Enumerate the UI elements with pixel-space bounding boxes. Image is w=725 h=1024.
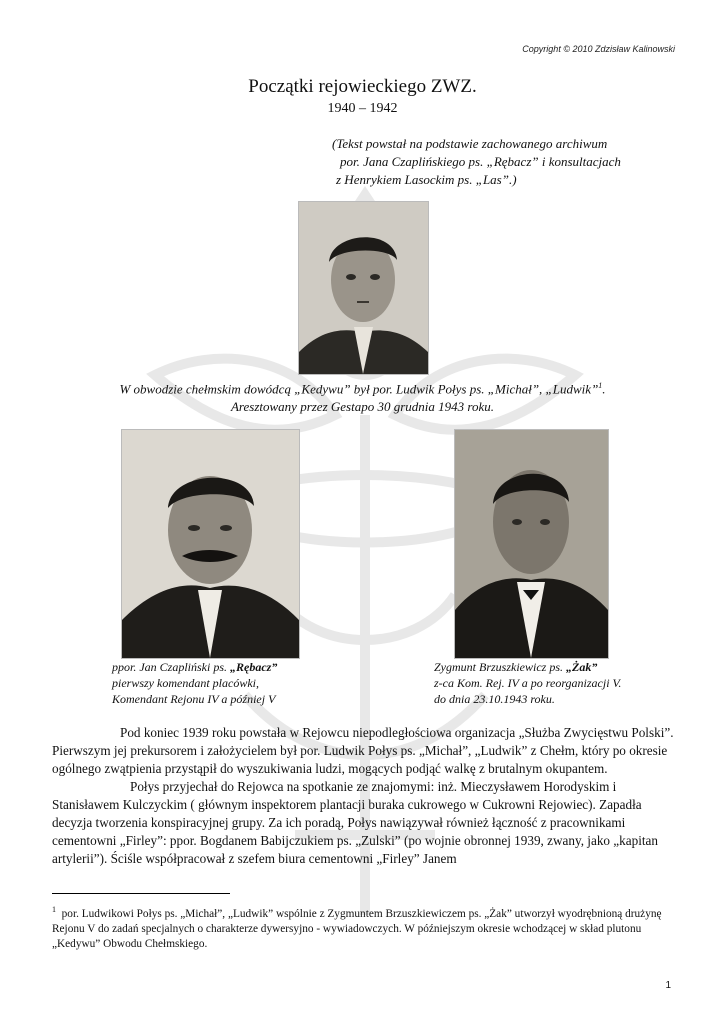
footnote: [52, 902, 672, 952]
caption-name: ppor. Jan Czapliński ps.: [112, 660, 231, 674]
source-note-line: z Henrykiem Lasockim ps. „Las”.): [336, 172, 517, 187]
caption-left: [112, 659, 277, 707]
portrait-photo-icon: [299, 202, 428, 374]
copyright-notice: Copyright © 2010 Zdzisław Kalinowski: [522, 44, 675, 54]
page-title: Początki rejowieckiego ZWZ.: [248, 76, 477, 97]
body-text: [52, 724, 680, 868]
caption-text: W obwodzie chełmskim dowódcą „Kedywu” był por. Ludwik Połys ps. „Michał”, „Ludwik”: [119, 381, 599, 397]
portrait-photo-icon: [122, 430, 299, 658]
page-subtitle: 1940 – 1942: [327, 101, 398, 116]
caption-pseudonym: „Żak”: [566, 660, 598, 674]
caption-name: Zygmunt Brzuszkiewicz ps.: [434, 660, 566, 674]
body-paragraph: Pod koniec 1939 roku powstała w Rejowcu niepodległościowa organizacja „Służba Zwycięstwu Polski”. Pierwszym jej prekursorem i założycielem był por. Ludwik Połys ps. „Michał”, „Ludwik” z Chełm, który po okresie ogólnego zwątpienia przystąpił do wyszukiwania ludzi, mogących podjąć walkę z brutalnym okupantem.: [52, 725, 674, 776]
page-number: 1: [665, 980, 671, 991]
caption-pseudonym: „Rębacz”: [230, 660, 278, 674]
portrait-jan-czaplinski: [121, 429, 300, 659]
source-note-line: (Tekst powstał na podstawie zachowanego archiwum: [332, 136, 608, 151]
caption-text: z-ca Kom. Rej. IV a po reorganizacji V.: [434, 676, 622, 690]
portrait-zygmunt-brzuszkiewicz: [454, 429, 609, 659]
caption-text: Aresztowany przez Gestapo 30 grudnia 1943 roku.: [230, 399, 494, 415]
footnote-text: por. Ludwikowi Połys ps. „Michał”, „Ludwik” wspólnie z Zygmuntem Brzuszkiewiczem ps. „Żak” utworzył wyodrębnioną drużynę Rejonu V do zadań specjalnych o charakterze dywersyjno - wywiadowczych. W późniejszym okresie wchodzącej w skład plutonu „Kedywu” Obwodu Chełmskiego.: [52, 907, 662, 950]
caption-text: Komendant Rejonu IV a później V: [112, 692, 276, 706]
portrait-caption-main: W obwodzie chełmskim dowódcą „Kedywu” był por. Ludwik Połys ps. „Michał”, „Ludwik”$^1$. Aresztowany przez Gestapo 30 grudnia 1943 roku.: [0, 377, 725, 416]
footnote-ref: 1: [598, 381, 603, 390]
body-paragraph: Połys przyjechał do Rejowca na spotkanie ze znajomymi: inż. Mieczysławem Horodyskim i Stanisławem Kulczyckim ( głównym inspektorem plantacji buraka cukrowego w Cukrowni Rejowiec). Zapadła decyzja tworzenia konspiracyjnej grupy. Za ich poradą, Połys nawiązywał również łączność z pracownikami cementowni „Firley”: ppor. Bogdanem Babijczukiem ps. „Zulski” (po wojnie obronnej 1939, zwany, jako „kapitan artylerii”). Ściśle współpracował z szefem biura cementowni „Firley” Janem: [52, 779, 658, 866]
source-note: [332, 135, 621, 189]
footnote-divider: [52, 893, 230, 894]
caption-text: do dnia 23.10.1943 roku.: [434, 692, 555, 706]
source-note-line: por. Jana Czaplińskiego ps. „Rębacz” i konsultacjach: [340, 154, 621, 169]
caption-text: pierwszy komendant placówki,: [112, 676, 259, 690]
portrait-photo-icon: [455, 430, 608, 658]
footnote-number: 1: [52, 905, 56, 914]
caption-right: [434, 659, 621, 707]
portrait-ludwik-polys: [298, 201, 429, 375]
